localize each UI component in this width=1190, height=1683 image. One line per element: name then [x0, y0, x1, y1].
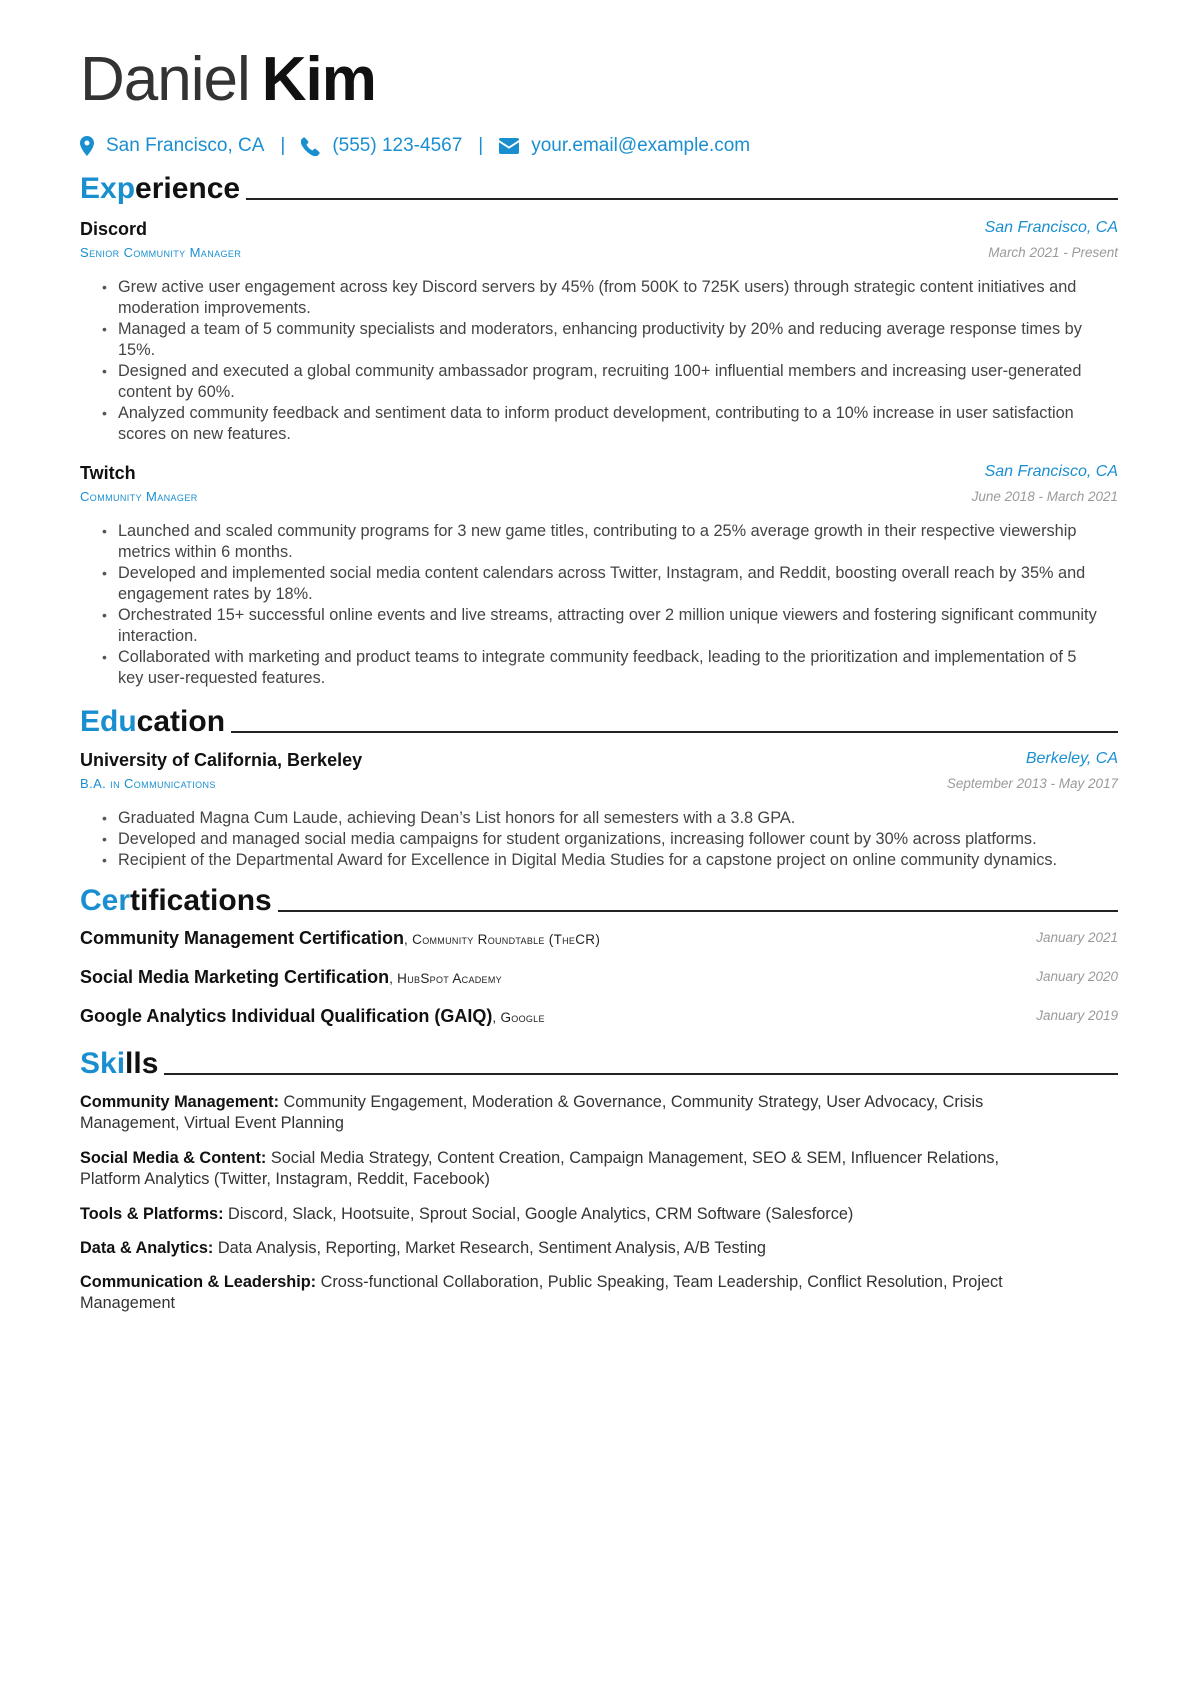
section-title-education — [80, 700, 1118, 740]
section-rule — [278, 910, 1118, 912]
degree: B.A. in Communications — [80, 776, 216, 791]
contact-phone[interactable] — [301, 135, 462, 157]
job-dates: March 2021 - Present — [988, 245, 1118, 260]
certification-name: Google Analytics Individual Qualification (GAIQ) — [80, 1006, 493, 1026]
skill-label: Social Media & Content: — [80, 1149, 267, 1167]
certification-item — [80, 928, 1118, 952]
list-item: • Launched and scaled community programs for 3 new game titles, contributing to a 25% average growth in their respective viewership metrics within 6 months. — [102, 521, 1102, 563]
skill-row — [80, 1148, 1040, 1190]
section-title-rest: erience — [135, 172, 241, 205]
contact-bar — [80, 132, 750, 160]
job-location: San Francisco, CA — [984, 463, 1118, 480]
school-location: Berkeley, CA — [1025, 750, 1118, 767]
list-item: • Developed and implemented social media content calendars across Twitter, Instagram, and Reddit, boosting overall reach by 35% and engagement rates by 18%. — [102, 563, 1102, 605]
skill-list: Discord, Slack, Hootsuite, Sprout Social, Google Analytics, CRM Software (Salesforce) — [223, 1205, 854, 1223]
list-item: • Managed a team of 5 community specialists and moderators, enhancing productivity by 20% and reducing average response times by 15%. — [102, 319, 1102, 361]
section-title-highlight: Exp — [80, 172, 136, 205]
job-title: Community Manager — [80, 489, 198, 504]
section-title-experience — [80, 167, 1118, 207]
skill-label: Data & Analytics: — [80, 1239, 214, 1257]
list-item: • Developed and managed social media campaigns for student organizations, increasing follower count by 30% across platforms. — [102, 829, 1102, 850]
email-text: your.email@example.com — [531, 135, 751, 156]
phone-icon — [301, 137, 320, 156]
phone-text: (555) 123-4567 — [332, 135, 463, 156]
education-bullets — [102, 808, 1102, 871]
location-text: San Francisco, CA — [106, 135, 265, 156]
envelope-icon — [499, 138, 519, 154]
certification-issuer: , HubSpot Academy — [389, 971, 502, 986]
skill-list: Data Analysis, Reporting, Market Research, Sentiment Analysis, A/B Testing — [213, 1239, 766, 1257]
skill-row — [80, 1092, 1040, 1134]
list-item: • Recipient of the Departmental Award for Excellence in Digital Media Studies for a capstone project on online community dynamics. — [102, 850, 1102, 871]
skill-row — [80, 1238, 1040, 1259]
education-dates: September 2013 - May 2017 — [946, 776, 1118, 791]
section-title-skills — [80, 1042, 1118, 1082]
skill-label: Communication & Leadership: — [80, 1273, 317, 1291]
list-item: • Orchestrated 15+ successful online events and live streams, attracting over 2 million unique viewers and fostering significant community interaction. — [102, 605, 1102, 647]
experience-bullets-discord — [102, 277, 1102, 445]
skill-row — [80, 1204, 1040, 1225]
section-title-certifications — [80, 879, 1118, 919]
certification-date: January 2020 — [1036, 969, 1118, 984]
skill-row — [80, 1272, 1040, 1314]
section-title-rest: cation — [136, 705, 226, 738]
skill-label: Community Management: — [80, 1093, 280, 1111]
job-title: Senior Community Manager — [80, 245, 242, 260]
last-name: Kim — [261, 45, 376, 114]
contact-separator: | — [478, 135, 484, 156]
list-item: • Collaborated with marketing and product teams to integrate community feedback, leading to the prioritization and implementation of 5 key user-requested features. — [102, 647, 1102, 689]
section-rule — [246, 198, 1118, 200]
contact-email[interactable] — [499, 135, 750, 157]
list-item: • Graduated Magna Cum Laude, achieving Dean’s List honors for all semesters with a 3.8 GPA. — [102, 808, 1102, 829]
job-dates: June 2018 - March 2021 — [971, 489, 1118, 504]
section-title-rest: tifications — [130, 884, 272, 917]
contact-separator: | — [280, 135, 286, 156]
list-item: • Designed and executed a global community ambassador program, recruiting 100+ influential members and increasing user-generated content by 60%. — [102, 361, 1102, 403]
skill-label: Tools & Platforms: — [80, 1205, 224, 1223]
certification-item — [80, 1006, 1118, 1030]
section-title-rest: lls — [125, 1047, 159, 1080]
company-name: Discord — [80, 219, 148, 239]
section-rule — [164, 1073, 1118, 1075]
certification-item — [80, 967, 1118, 991]
section-rule — [231, 731, 1118, 733]
first-name: Daniel — [80, 45, 250, 114]
certification-name: Community Management Certification — [80, 928, 405, 948]
certification-date: January 2019 — [1036, 1008, 1118, 1023]
certification-issuer: , Google — [492, 1010, 545, 1025]
skill-list: Cross-functional Collaboration, Public Speaking, Team Leadership, Conflict Resolution, Project Management — [80, 1273, 1003, 1312]
skill-list: Community Engagement, Moderation & Governance, Community Strategy, User Advocacy, Crisis Management, Virtual Event Planning — [80, 1093, 984, 1132]
certification-name: Social Media Marketing Certification — [80, 967, 390, 987]
map-marker-icon — [80, 136, 94, 156]
candidate-name — [80, 44, 376, 116]
contact-location — [80, 135, 264, 157]
section-title-highlight: Edu — [80, 705, 137, 738]
list-item: • Analyzed community feedback and sentiment data to inform product development, contributing to a 10% increase in user satisfaction scores on new features. — [102, 403, 1102, 445]
school-name: University of California, Berkeley — [80, 750, 363, 770]
certification-date: January 2021 — [1036, 930, 1118, 945]
experience-bullets-twitch — [102, 521, 1102, 689]
skill-list: Social Media Strategy, Content Creation, Campaign Management, SEO & SEM, Influencer Relations, Platform Analytics (Twitter, Instagram, Reddit, Facebook) — [80, 1149, 1000, 1188]
list-item: • Grew active user engagement across key Discord servers by 45% (from 500K to 725K users) through strategic content initiatives and moderation improvements. — [102, 277, 1102, 319]
section-title-highlight: Cer — [80, 884, 131, 917]
company-name: Twitch — [80, 463, 136, 483]
job-location: San Francisco, CA — [984, 219, 1118, 236]
section-title-highlight: Ski — [80, 1047, 126, 1080]
certification-issuer: , Community Roundtable (TheCR) — [404, 932, 601, 947]
